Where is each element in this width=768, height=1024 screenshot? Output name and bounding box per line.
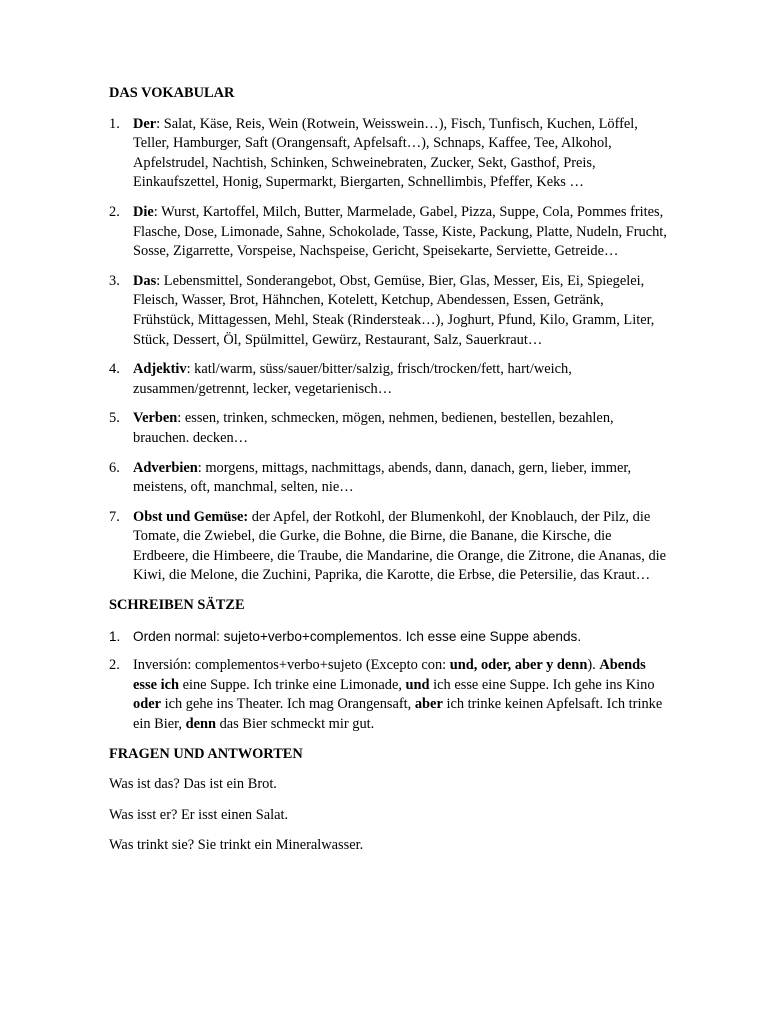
list-item-label: Obst und Gemüse: [133, 508, 249, 525]
paragraph: Was trinkt sie? Sie trinkt ein Mineralwasser. [109, 837, 364, 854]
emphasis: denn [185, 716, 216, 733]
emphasis: aber [414, 696, 443, 713]
list-item [109, 409, 668, 448]
emphasis: und [405, 676, 430, 693]
list-item-text: essen, trinken, schmecken, mögen, nehmen, bedienen, bestellen, bezahlen, brauchen. decken… [133, 410, 614, 446]
list-item [109, 360, 668, 399]
list-number: 2. [109, 203, 120, 220]
list-item-text: Orden normal: sujeto+verbo+complementos. Ich esse eine Suppe abends. [133, 628, 582, 644]
schreiben-list [109, 627, 668, 735]
list-item-text: katl/warm, süss/sauer/bitter/salzig, frisch/trocken/fett, hart/weich, zusammen/getrennt, lecker, vegetarienisch… [133, 361, 572, 397]
vokabular-list [109, 115, 668, 586]
emphasis: Abends esse ich [133, 657, 646, 693]
list-item-text: Wurst, Kartoffel, Milch, Butter, Marmelade, Gabel, Pizza, Suppe, Cola, Pommes frites, Flasche, Dose, Limonade, Sahne, Schokolade, Tasse, Kiste, Packung, Platte, Nudeln, Frucht, Sosse, Zigarrette, Vorspeise, Nachspeise, Gericht, Speisekarte, Serviette, Getreide… [133, 203, 667, 260]
list-item-label: Die [133, 203, 154, 220]
list-item-text: ich gehe ins Theater. Ich mag Orangensaft, [160, 696, 415, 713]
list-number: 4. [109, 361, 120, 378]
emphasis: und, oder, aber y denn [449, 657, 588, 674]
list-item-text: morgens, mittags, nachmittags, abends, dann, danach, gern, lieber, immer, meistens, oft, manchmal, selten, nie… [133, 459, 632, 496]
list-item-separator: : [197, 459, 202, 476]
list-number: 2. [109, 657, 120, 674]
section-heading-fragen: FRAGEN UND ANTWORTEN [109, 745, 303, 762]
list-item-text: eine Suppe. Ich trinke eine Limonade, [178, 676, 406, 693]
list-item-label: Adjektiv [133, 361, 187, 378]
list-item-separator: : [156, 272, 161, 289]
list-item-separator: : [177, 410, 182, 427]
list-item [109, 203, 668, 262]
list-item [109, 459, 668, 498]
list-item-separator: : [153, 203, 158, 220]
list-item-text: Inversión: complementos+verbo+sujeto (Excepto con: [133, 657, 450, 674]
list-number: 6. [109, 459, 120, 476]
list-number: 1. [109, 115, 120, 132]
list-item-text: Lebensmittel, Sonderangebot, Obst, Gemüse, Bier, Glas, Messer, Eis, Ei, Spiegelei, Fleisch, Wasser, Brot, Hähnchen, Kotelett, Ketchup, Abendessen, Essen, Getränk, Frühstück, Mittagessen, Mehl, Steak (Rindersteak…), Joghurt, Pfund, Kilo, Gramm, Liter, Stück, Dessert, Öl, Spülmittel, Gewürz, Restaurant, Salz, Sauerkraut… [133, 272, 655, 348]
paragraph: Was ist das? Das ist ein Brot. [109, 776, 277, 793]
list-item-label: Das [133, 272, 157, 289]
list-item-separator: : [156, 115, 161, 132]
list-number: 5. [109, 410, 120, 427]
list-item-label: Der [133, 115, 157, 132]
list-item-label: Verben [133, 410, 178, 427]
list-number: 1. [109, 628, 121, 644]
paragraph: Was isst er? Er isst einen Salat. [109, 806, 289, 823]
list-item [109, 508, 668, 586]
list-item-text: ich trinke keinen Apfelsaft. Ich trinke ein Bier, [133, 696, 663, 733]
list-item [109, 656, 668, 734]
list-item-text: Salat, Käse, Reis, Wein (Rotwein, Weisswein…), Fisch, Tunfisch, Kuchen, Löffel, Teller, Hamburger, Saft (Orangensaft, Apfelsaft…), Schnaps, Kaffee, Tee, Alkohol, Apfelstrudel, Nachtish, Schinken, Schweinebraten, Zucker, Sekt, Gasthof, Preis, Einkaufszettel, Honig, Supermarkt, Biergarten, Schnellimbis, Pfeffer, Keks … [133, 115, 638, 191]
list-item [109, 115, 668, 193]
list-item-text: ich esse eine Suppe. Ich gehe ins Kino [429, 676, 655, 693]
list-item [109, 272, 668, 350]
list-item [109, 627, 668, 647]
list-item-text: der Apfel, der Rotkohl, der Blumenkohl, der Knoblauch, der Pilz, die Tomate, die Zwiebel, die Gurke, die Bohne, die Birne, die Banane, die Kirsche, die Erdbeere, die Himbeere, die Traube, die Mandarine, die Orange, die Zitrone, die Ananas, die Kiwi, die Melone, die Zuchini, Paprika, die Karotte, die Erbse, die Petersilie, das Kraut… [133, 508, 667, 584]
list-item-separator: : [186, 361, 191, 378]
emphasis: oder [133, 696, 161, 713]
section-heading-schreiben: SCHREIBEN SÄTZE [109, 597, 245, 614]
list-number: 7. [109, 508, 120, 525]
list-item-label: Adverbien [133, 459, 198, 476]
section-heading-vokabular: DAS VOKABULAR [109, 85, 235, 101]
list-item-text: ). [587, 657, 600, 674]
list-number: 3. [109, 272, 120, 289]
list-item-text: das Bier schmeckt mir gut. [215, 716, 375, 733]
